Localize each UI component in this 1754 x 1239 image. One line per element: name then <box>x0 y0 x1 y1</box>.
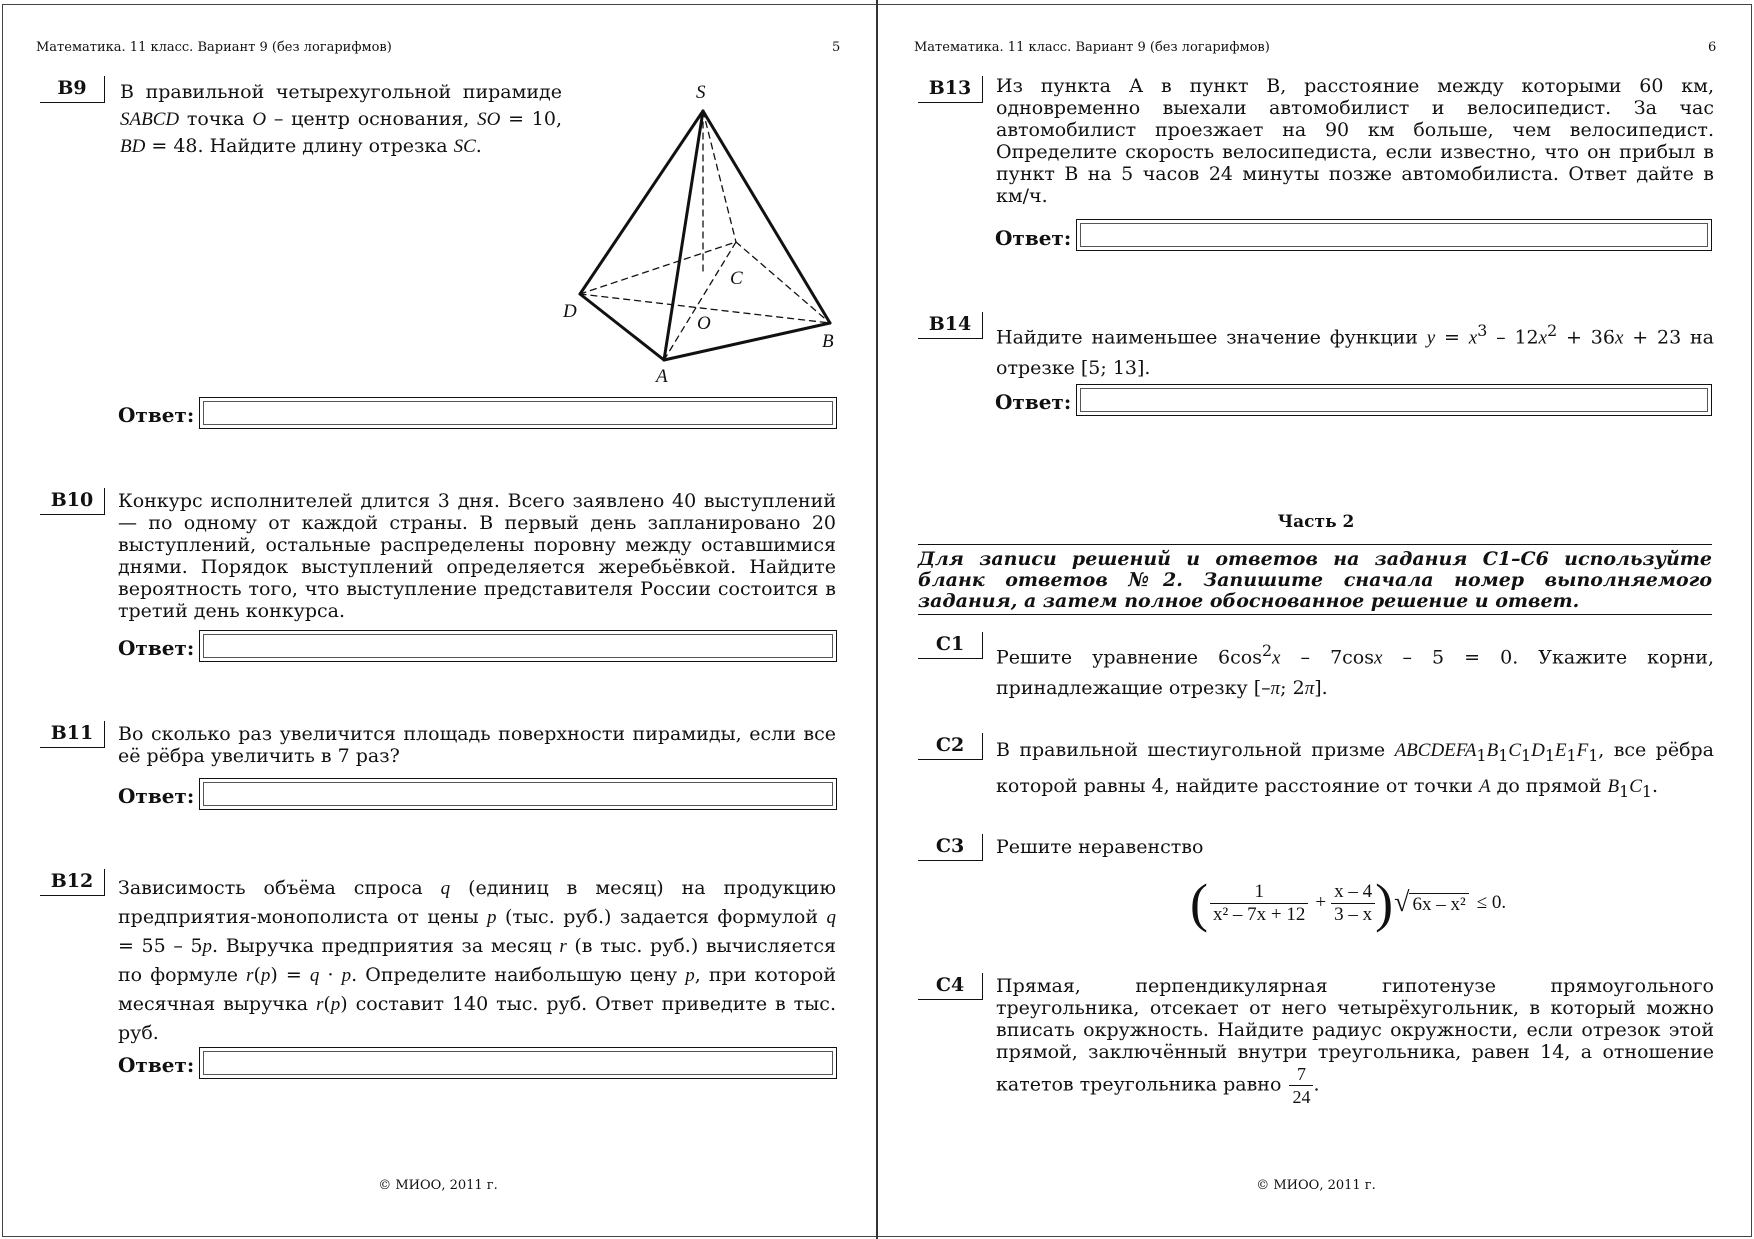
label-a: A <box>656 366 668 386</box>
pyramid-figure <box>560 76 850 386</box>
page-footer: © МИОО, 2011 г. <box>378 1178 498 1193</box>
ratio-fraction: $\frac{7}{24}$ <box>1289 1063 1313 1108</box>
task-text: В правильной четырехугольной пирамиде SABCD точка O – центр основания, SO = 10, BD = 48. Найдите длину отрезка SC. <box>120 81 562 157</box>
answer-label: Ответ: <box>118 403 195 427</box>
task-text: Из пункта А в пункт В, расстояние между которыми 60 км, одновременно выехали автомобилист и велосипедист. За час автомобилист проезжает на 90 км больше, чем велосипедист. Определите скорость велосипедиста, если известно, что он прибыл в пункт В на 5 часов 24 минуты позже автомобилиста. Ответ дайте в км/ч. <box>996 75 1714 207</box>
task-text: Прямая, перпендикулярная гипотенузе прямоугольного треугольника, отсекает от него четырёхугольник, в который можно вписать окружность. Найдите радиус окружности, если отрезок этой прямой, заключённый внутри треугольника, равен 14, а отношение катетов треугольника равно $\frac{7}{24}$ . <box>996 975 1714 1107</box>
answer-label: Ответ: <box>118 636 195 660</box>
answer-label: Ответ: <box>995 226 1072 250</box>
c3-formula: ( $\frac{1}{\text{x² – 7x + 12}}$ + $\frac{x - 4}{3 - x}$ ) √ 6x – x² ≤ 0. <box>1190 873 1507 933</box>
task-text: Во сколько раз увеличится площадь поверхности пирамиды, если все её рёбра увеличить в 7 раз? <box>118 723 836 767</box>
task-number: C3 <box>918 834 983 861</box>
page-5 <box>0 0 876 1239</box>
running-header: Математика. 11 класс. Вариант 9 (без логарифмов) <box>36 40 392 55</box>
task-text: Зависимость объёма спроса q (единиц в месяц) на продукцию предприятия-монополиста от цены p (тыс. руб.) задается формулой q = 55 – 5p. Выручка предприятия за месяц r (в тыс. руб.) вычисляется по формуле r(p) = q · p. Определите наибольшую цену p, при которой месячная выручка r(p) составит 140 тыс. руб. Ответ приведите в тыс. руб. <box>118 877 836 1044</box>
page-footer: © МИОО, 2011 г. <box>1256 1178 1376 1193</box>
part2-instruction: Для записи решений и ответов на задания С1–С6 используйте бланк ответов №2. Запишите сначала номер выполняемого задания, а затем полное обоснованное решение и ответ. <box>918 544 1712 615</box>
task-text: Конкурс исполнителей длится 3 дня. Всего заявлено 40 выступлений — по одному от каждой страны. В первый день запланировано 20 выступлений, остальные распределены поровну между оставшимися днями. Порядок выступлений определяется жеребьёвкой. Найдите вероятность того, что выступление представителя России состоится в третий день конкурса. <box>118 490 836 622</box>
label-c: C <box>730 268 743 289</box>
task-number: B11 <box>40 721 105 748</box>
task-text: Решите уравнение $6\cos^2x - 7\cos x - 5 = 0$. Укажите корни, принадлежащие отрезку [–π; 2π]. <box>996 641 1714 700</box>
answer-box-b9[interactable] <box>199 397 837 429</box>
page-number: 5 <box>832 40 841 55</box>
label-s: S <box>696 82 706 103</box>
answer-label: Ответ: <box>995 390 1072 414</box>
task-number: C2 <box>918 733 983 760</box>
answer-box-b14[interactable] <box>1076 384 1712 416</box>
task-number: B10 <box>40 488 105 515</box>
running-header: Математика. 11 класс. Вариант 9 (без логарифмов) <box>914 40 1270 55</box>
answer-label: Ответ: <box>118 1053 195 1077</box>
task-text: Найдите наименьшее значение функции $y = x^3 - 12x^2 + 36x + 23$ на отрезке [5; 13]. <box>996 321 1714 380</box>
task-text: Решите неравенство <box>996 836 1204 858</box>
answer-box-b12[interactable] <box>199 1047 837 1079</box>
answer-box-b10[interactable] <box>199 630 837 662</box>
label-d: D <box>563 301 577 322</box>
answer-box-b13[interactable] <box>1076 219 1712 251</box>
task-number: C4 <box>918 973 983 1000</box>
task-text: В правильной шестиугольной призме $ABCDEFA_1B_1C_1D_1E_1F_1$, все рёбра которой равны 4, найдите расстояние от точки A до прямой $B_1C_1$. <box>996 739 1714 801</box>
task-number: B12 <box>40 869 105 896</box>
page-6 <box>878 0 1754 1239</box>
task-number: C1 <box>918 632 983 659</box>
page-number: 6 <box>1708 40 1717 55</box>
label-o: O <box>697 313 711 334</box>
answer-box-b11[interactable] <box>199 778 837 810</box>
task-number: B9 <box>40 76 105 103</box>
part2-title: Часть 2 <box>1277 512 1355 532</box>
answer-label: Ответ: <box>118 784 195 808</box>
label-b: B <box>822 331 834 352</box>
task-number: B14 <box>918 312 983 339</box>
task-number: B13 <box>918 76 983 103</box>
